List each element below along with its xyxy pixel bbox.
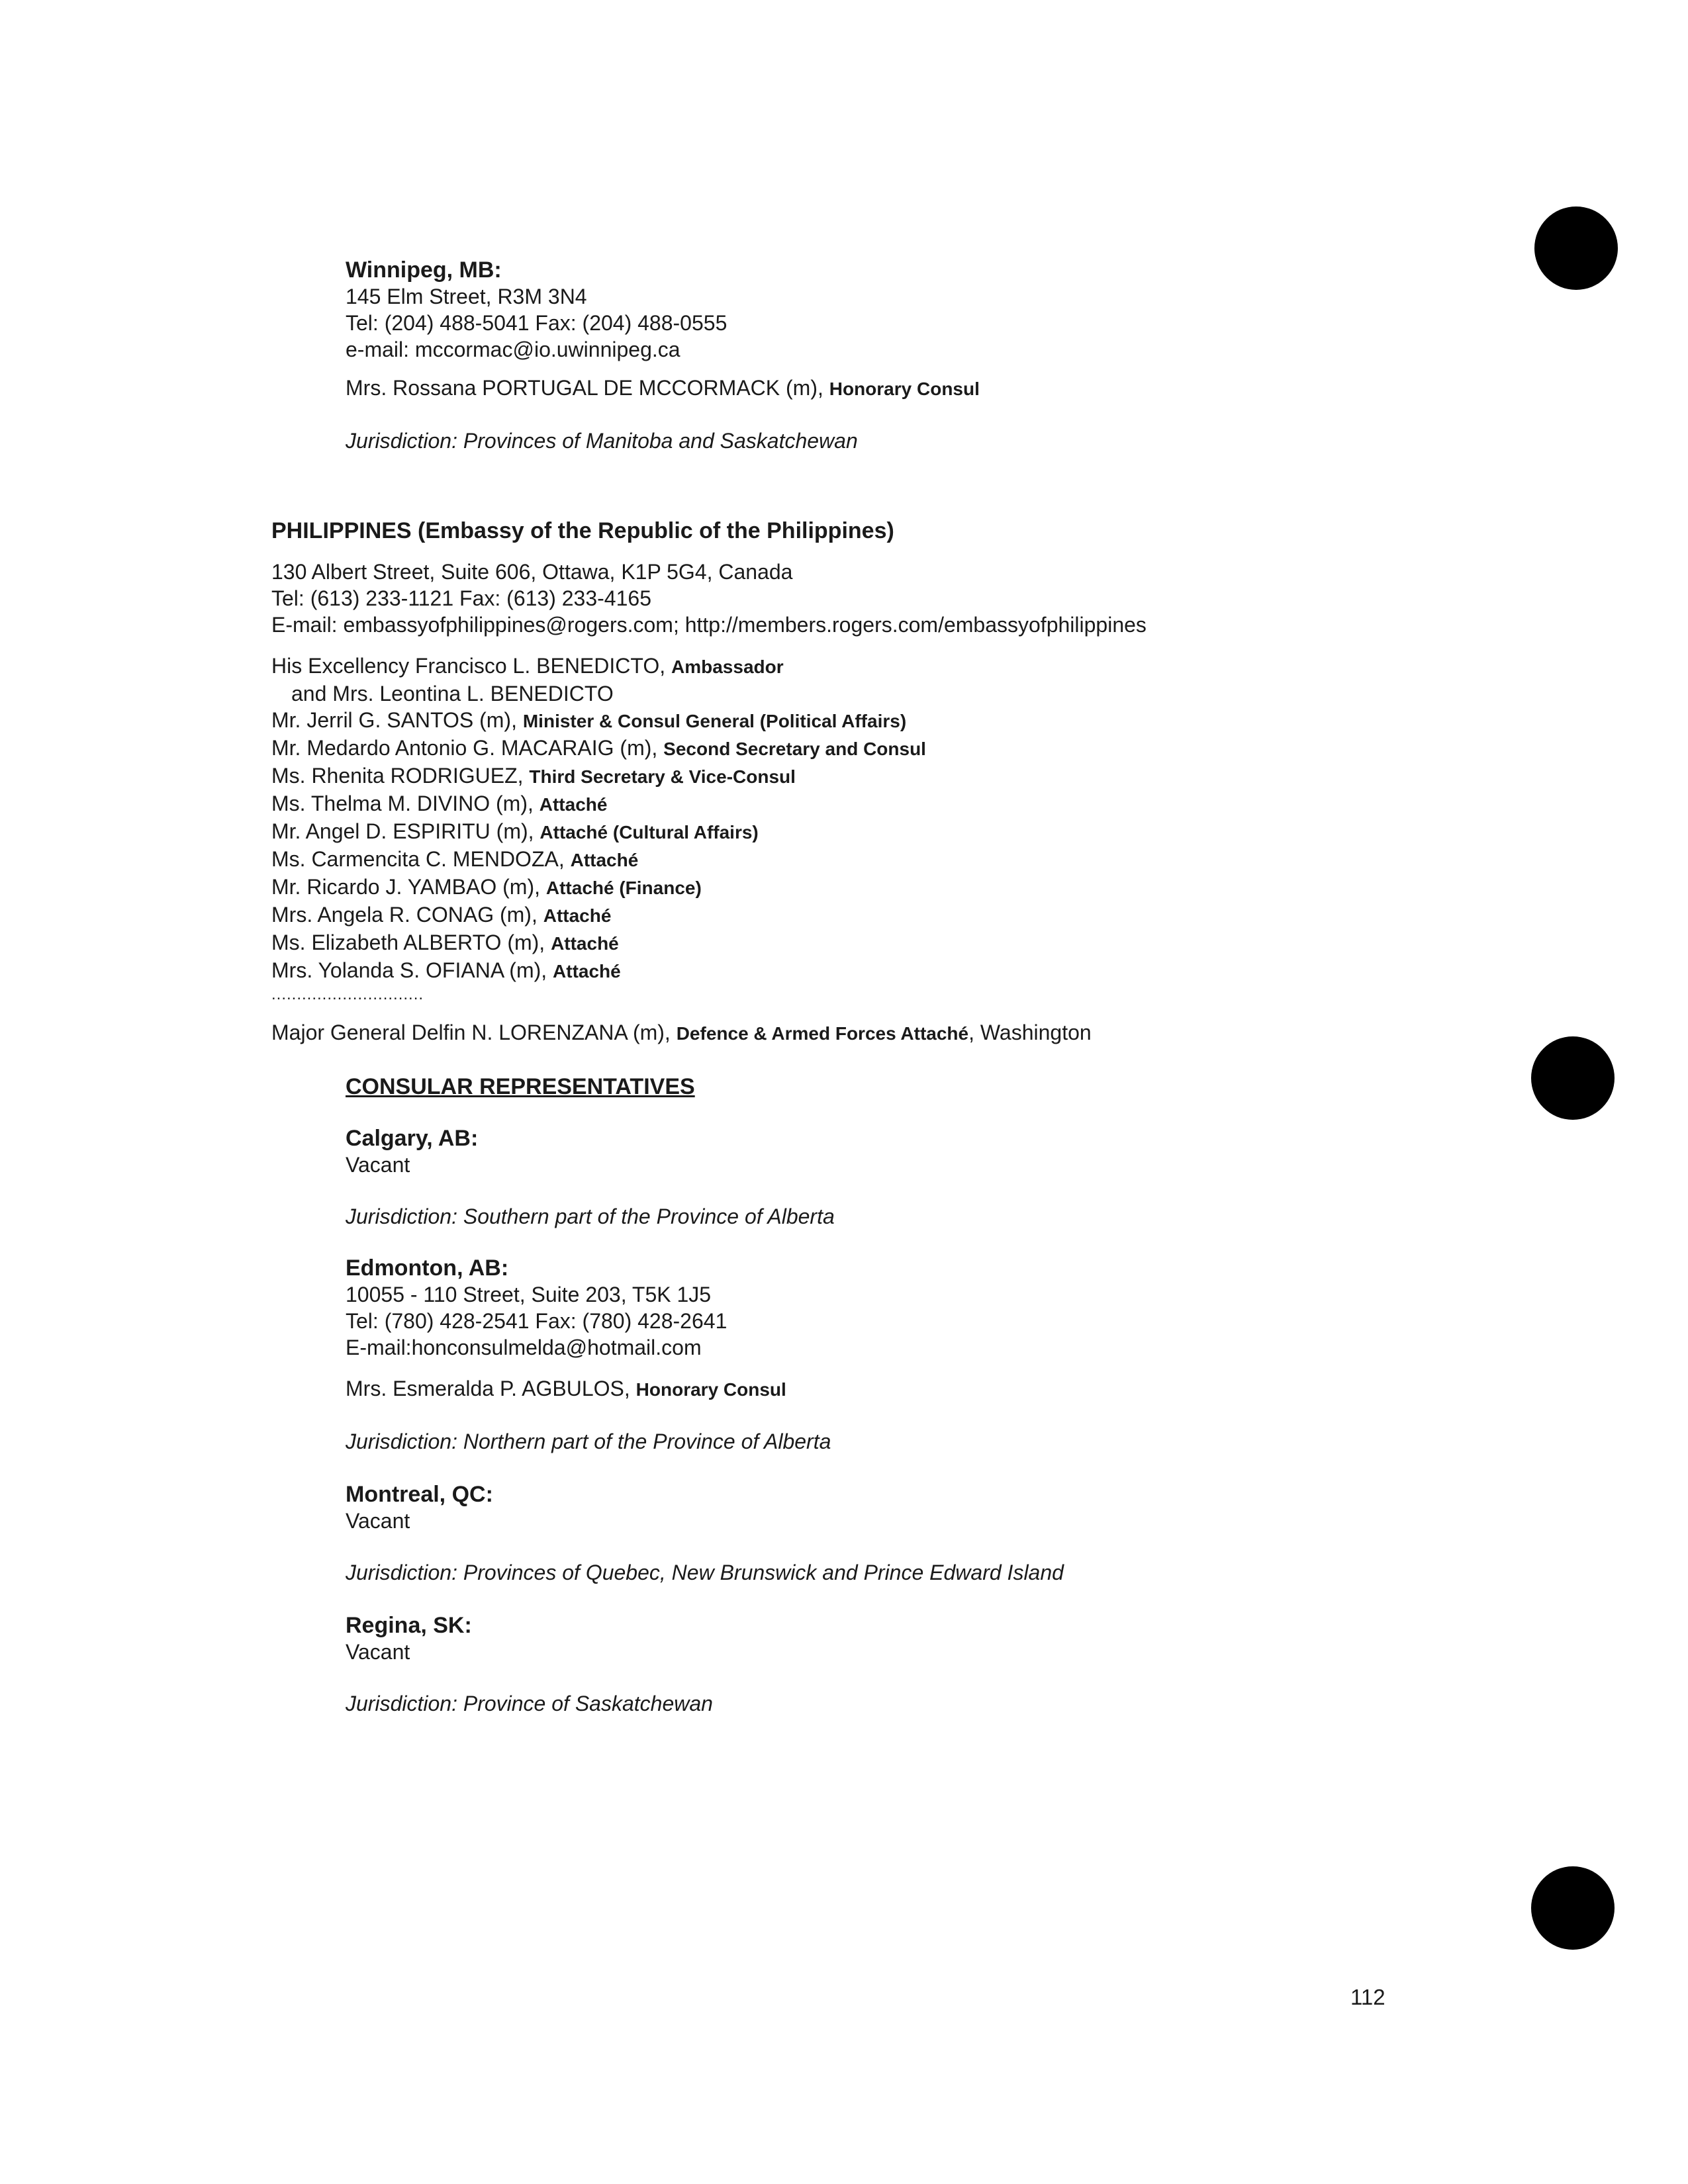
staff-entry [271,735,1147,762]
staff-name: Ms. Thelma M. DIVINO (m), [271,792,539,815]
staff-name: Mrs. Yolanda S. OFIANA (m), [271,958,553,982]
staff-role: Attaché [551,933,619,954]
staff-name: Mr. Angel D. ESPIRITU (m), [271,819,540,843]
philippines-staff-list [271,653,1147,1005]
regina-heading: Regina, SK: [346,1613,472,1638]
staff-entry [271,846,1147,874]
staff-entry [271,762,1147,790]
binder-hole-top [1534,206,1618,290]
staff-entry [271,874,1147,901]
winnipeg-person-name: Mrs. Rossana PORTUGAL DE MCCORMACK (m), [346,376,829,400]
winnipeg-section [346,257,980,454]
staff-role: Minister & Consul General (Political Affairs) [522,711,907,731]
edmonton-tel: Tel: (780) 428-2541 Fax: (780) 428-2641 [346,1309,727,1333]
winnipeg-address: 145 Elm Street, R3M 3N4 [346,285,587,308]
regina-status: Vacant [346,1640,410,1664]
staff-entry [271,790,1147,818]
edmonton-entry [346,1255,1064,1455]
calgary-heading: Calgary, AB: [346,1126,479,1151]
calgary-jurisdiction: Jurisdiction: Southern part of the Province of Alberta [346,1205,835,1228]
montreal-jurisdiction: Jurisdiction: Provinces of Quebec, New Brunswick and Prince Edward Island [346,1561,1064,1584]
staff-role: Attaché (Finance) [545,878,702,898]
philippines-email: E-mail: embassyofphilippines@rogers.com; http://members.rogers.com/embassyofphilippines [271,613,1147,637]
edmonton-person-role: Honorary Consul [635,1379,786,1400]
defence-attache-location: , Washington [968,1021,1092,1044]
staff-name: Ms. Rhenita RODRIGUEZ, [271,764,530,788]
binder-hole-bottom [1531,1866,1615,1950]
staff-role: Attaché [553,961,621,981]
staff-entry [271,818,1147,846]
defence-attache-role: Defence & Armed Forces Attaché [676,1023,969,1044]
staff-entry [271,929,1147,957]
staff-name: Mr. Jerril G. SANTOS (m), [271,708,523,732]
edmonton-heading: Edmonton, AB: [346,1255,509,1281]
staff-name: and Mrs. Leontina L. BENEDICTO [291,682,614,705]
defence-attache [271,1019,1147,1047]
staff-entry [271,653,1147,680]
staff-name: Mr. Medardo Antonio G. MACARAIG (m), [271,736,664,760]
staff-entry [271,901,1147,929]
edmonton-person [346,1375,1064,1403]
staff-name: Ms. Elizabeth ALBERTO (m), [271,931,551,954]
staff-name: Ms. Carmencita C. MENDOZA, [271,847,571,871]
consular-section [346,1073,1064,1717]
philippines-section [271,518,1147,1047]
staff-name: His Excellency Francisco L. BENEDICTO, [271,654,672,678]
page-number: 112 [1350,1985,1385,2009]
edmonton-address: 10055 - 110 Street, Suite 203, T5K 1J5 [346,1283,712,1306]
philippines-tel: Tel: (613) 233-1121 Fax: (613) 233-4165 [271,586,651,610]
staff-role: Third Secretary & Vice-Consul [529,766,796,787]
regina-entry [346,1612,1064,1717]
philippines-address: 130 Albert Street, Suite 606, Ottawa, K1P 5G4, Canada [271,560,793,584]
staff-role: Ambassador [671,657,784,677]
montreal-heading: Montreal, QC: [346,1482,493,1507]
philippines-heading: PHILIPPINES (Embassy of the Republic of the Philippines) [271,518,894,543]
regina-jurisdiction: Jurisdiction: Province of Saskatchewan [346,1692,713,1715]
edmonton-email: E-mail:honconsulmelda@hotmail.com [346,1336,702,1359]
winnipeg-jurisdiction: Jurisdiction: Provinces of Manitoba and Saskatchewan [346,429,858,453]
calgary-status: Vacant [346,1153,410,1177]
defence-attache-name: Major General Delfin N. LORENZANA (m), [271,1021,677,1044]
winnipeg-email: e-mail: mccormac@io.uwinnipeg.ca [346,338,680,361]
staff-entry [271,707,1147,735]
staff-name: Mr. Ricardo J. YAMBAO (m), [271,875,546,899]
calgary-entry [346,1125,1064,1230]
winnipeg-person-role: Honorary Consul [829,379,980,399]
edmonton-jurisdiction: Jurisdiction: Northern part of the Province of Alberta [346,1430,831,1453]
dotted-separator: .............................. [271,985,424,1003]
montreal-entry [346,1481,1064,1586]
staff-name: Mrs. Angela R. CONAG (m), [271,903,543,927]
staff-entry [271,957,1147,985]
staff-role: Attaché [539,794,608,815]
consular-heading: CONSULAR REPRESENTATIVES [346,1074,695,1099]
staff-role: Attaché (Cultural Affairs) [539,822,759,842]
winnipeg-tel: Tel: (204) 488-5041 Fax: (204) 488-0555 [346,311,727,335]
winnipeg-person [346,375,980,402]
staff-entry [271,680,1147,707]
staff-role: Attaché [570,850,639,870]
staff-role: Second Secretary and Consul [663,739,926,759]
staff-role: Attaché [543,905,612,926]
winnipeg-heading: Winnipeg, MB: [346,257,502,283]
binder-hole-middle [1531,1036,1615,1120]
montreal-status: Vacant [346,1509,410,1533]
edmonton-person-name: Mrs. Esmeralda P. AGBULOS, [346,1377,636,1400]
